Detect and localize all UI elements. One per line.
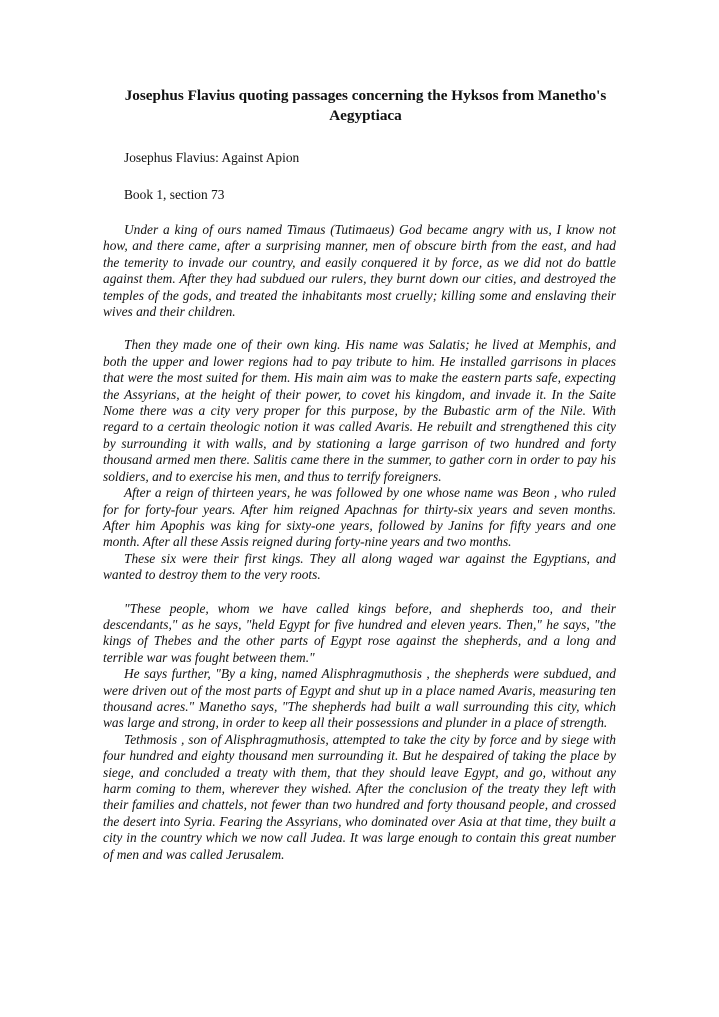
paragraph-alisphragmuthosis: He says further, "By a king, named Alisphragmuthosis , the shepherds were subdued, and were driven out of the most parts of Egypt and shut up in a place named Avaris, measuring ten thousand acres." Manetho says, "The shepherds had built a wall surrounding this city, which was large and strong, in order to keep all their possessions and plunder in a place of strength. [103,666,616,731]
section-reference: Book 1, section 73 [124,186,225,202]
paragraph-shepherds: "These people, whom we have called kings before, and shepherds too, and their descendants," as he says, "held Egypt for five hundred and eleven years. Then," he says, "the kings of Thebes and the other parts of Egypt rose against the shepherds, and a long and terrible war was fought between them." [103,600,616,665]
paragraph-tethmosis: Tethmosis , son of Alisphragmuthosis, attempted to take the city by force and by siege with four hundred and eighty thousand men surrounding it. But he despaired of taking the place by siege, and concluded a treaty with them, that they should leave Egypt, and go, without any harm coming to them, wherever they wished. After the conclusion of the treaty they left with their families and chattels, not fewer than two hundred and forty thousand people, and crossed the desert into Syria. Fearing the Assyrians, who dominated over Asia at that time, they built a city in the country which we now call Judea. It was large enough to contain this great number of men and was called Jerusalem. [103,731,616,862]
paragraph-successors: After a reign of thirteen years, he was followed by one whose name was Beon , who ruled for for forty-four years. After him reigned Apachnas for thirty-six years and seven months. After him Apophis was king for sixty-one years, followed by Janins for fifty years and one month. After all these Assis reigned during forty-nine years and two months. [103,485,616,550]
source-citation: Josephus Flavius: Against Apion [124,150,300,165]
document-title: Josephus Flavius quoting passages concerning the Hyksos from Manetho's Aegyptiaca [124,87,607,124]
document-page [103,86,616,863]
paragraph-first-kings: These six were their first kings. They all along waged war against the Egyptians, and wanted to destroy them to the very roots. [103,550,616,583]
paragraph-salatis: Then they made one of their own king. His name was Salatis; he lived at Memphis, and both the upper and lower regions had to pay tribute to him. He installed garrisons in places that were the most suited for them. His main aim was to make the eastern parts safe, expecting the Assyrians, at the height of their power, to covet his kingdom, and invade it. In the Saite Nome there was a city very proper for this purpose, by the Bubastic arm of the Nile. With regard to a certain theologic notion it was called Avaris. He rebuilt and strengthened this city by surrounding it with walls, and by stationing a large garrison of two hundred and forty thousand armed men there. Salitis came there in the summer, to gather corn in order to pay his soldiers, and to exercise his men, and thus to terrify foreigners. [103,337,616,484]
paragraph-invasion: Under a king of ours named Timaus (Tutimaeus) God became angry with us, I know not how, and there came, after a surprising manner, men of obscure birth from the east, and had the temerity to invade our country, and easily conquered it by force, as we did not do battle against them. After they had subdued our rulers, they burnt down our cities, and destroyed the temples of the gods, and treated the inhabitants most cruelly; killing some and enslaving their wives and their children. [103,222,616,320]
